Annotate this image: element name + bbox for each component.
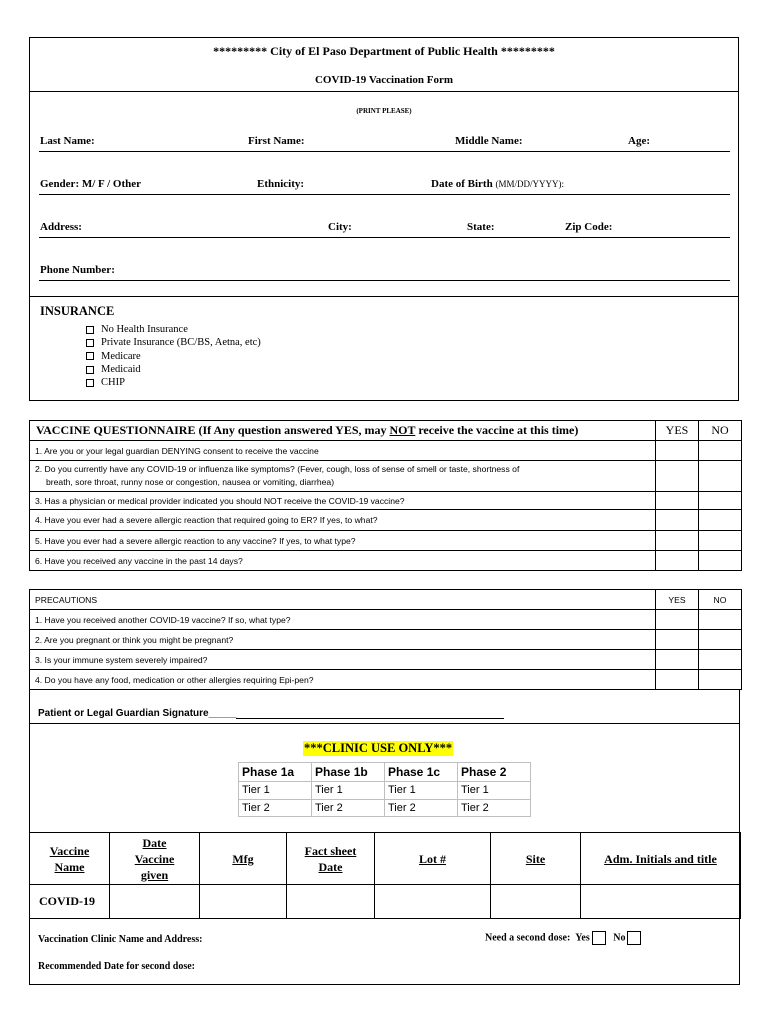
no-cell[interactable] — [699, 492, 742, 510]
no-header: NO — [699, 590, 742, 610]
zip-label: Zip Code: — [565, 221, 613, 233]
clinic-name-label: Vaccination Clinic Name and Address: — [38, 934, 203, 945]
yes-cell[interactable] — [656, 510, 699, 531]
question-text: 5. Have you ever had a severe allergic reaction to any vaccine? If yes, to what type? — [30, 531, 656, 551]
insurance-title: INSURANCE — [40, 304, 115, 318]
yes-header: YES — [656, 421, 699, 441]
mfg-cell[interactable] — [200, 885, 287, 919]
fact-sheet-date-cell[interactable] — [287, 885, 375, 919]
site-cell[interactable] — [491, 885, 581, 919]
no-cell[interactable] — [699, 610, 742, 630]
lot-cell[interactable] — [375, 885, 491, 919]
insurance-option[interactable]: Medicare — [86, 350, 261, 363]
no-cell[interactable] — [699, 630, 742, 650]
date-given-cell[interactable] — [110, 885, 200, 919]
no-cell[interactable] — [699, 531, 742, 551]
lot-header: Lot # — [375, 833, 491, 885]
table-row — [30, 670, 742, 690]
yes-cell[interactable] — [656, 670, 699, 690]
state-label: State: — [467, 221, 495, 233]
checkbox-icon[interactable] — [86, 352, 94, 360]
department-title: ********* City of El Paso Department of Public Health ********* — [213, 44, 555, 58]
tier-cell[interactable]: Tier 2 — [385, 799, 458, 817]
form-title: COVID-19 Vaccination Form — [314, 74, 454, 86]
insurance-option[interactable]: Private Insurance (BC/BS, Aetna, etc) — [86, 336, 261, 349]
checkbox-icon[interactable] — [86, 326, 94, 334]
question-text: 4. Do you have any food, medication or other allergies requiring Epi-pen? — [30, 670, 656, 690]
signature-line[interactable] — [236, 709, 504, 719]
precautions-title: PRECAUTIONS — [30, 590, 656, 610]
table-row — [30, 441, 742, 461]
phase-header: Phase 1a — [239, 763, 312, 782]
second-dose-yes-checkbox[interactable] — [592, 931, 606, 945]
section-divider — [30, 723, 739, 724]
vaccine-name-header: Vaccine Name — [30, 833, 110, 885]
yes-header: YES — [656, 590, 699, 610]
clinic-use-only-title: ***CLINIC USE ONLY*** — [304, 741, 453, 755]
initials-header: Adm. Initials and title — [581, 833, 741, 885]
insurance-option[interactable]: Medicaid — [86, 363, 261, 376]
dob-label: Date of Birth (MM/DD/YYYY): — [431, 178, 564, 190]
yes-cell[interactable] — [656, 492, 699, 510]
no-cell[interactable] — [699, 551, 742, 571]
no-header: NO — [699, 421, 742, 441]
table-row — [30, 492, 742, 510]
fact-sheet-date-header: Fact sheet Date — [287, 833, 375, 885]
checkbox-icon[interactable] — [86, 339, 94, 347]
gender-label: Gender: M/ F / Other — [40, 178, 142, 190]
form-header — [29, 37, 739, 91]
insurance-option[interactable]: No Health Insurance — [86, 323, 261, 336]
table-row — [30, 630, 742, 650]
middle-name-label: Middle Name: — [455, 135, 523, 147]
address-label: Address: — [40, 221, 82, 233]
vaccine-name-cell: COVID-19 — [30, 885, 110, 919]
yes-cell[interactable] — [656, 650, 699, 670]
question-text: 2. Do you currently have any COVID-19 or influenza like symptoms? (Fever, cough, loss of sense of smell or taste, shortness of breath, sore throat, runny nose or congestion, nausea or vomiting, diarrhea) — [30, 461, 656, 492]
tier-cell[interactable]: Tier 2 — [239, 799, 312, 817]
phase-header: Phase 1c — [385, 763, 458, 782]
recommended-date-label: Recommended Date for second dose: — [38, 961, 196, 972]
tier-cell[interactable]: Tier 1 — [385, 782, 458, 800]
phase-tier-table — [238, 762, 531, 817]
address-row-line[interactable] — [39, 237, 730, 238]
question-text: 4. Have you ever had a severe allergic reaction that required going to ER? If yes, to what? — [30, 510, 656, 531]
table-row — [30, 461, 742, 492]
city-label: City: — [328, 221, 352, 233]
table-row — [30, 610, 742, 630]
no-cell[interactable] — [699, 670, 742, 690]
tier-cell[interactable]: Tier 1 — [458, 782, 531, 800]
last-name-label: Last Name: — [40, 135, 95, 147]
question-text: 2. Are you pregnant or think you might be pregnant? — [30, 630, 656, 650]
vaccine-admin-table — [29, 832, 741, 919]
tier-cell[interactable]: Tier 1 — [239, 782, 312, 800]
table-row — [30, 650, 742, 670]
insurance-section — [29, 297, 739, 401]
table-row — [239, 782, 531, 800]
personal-info-section — [29, 91, 739, 297]
questionnaire-title: VACCINE QUESTIONNAIRE (If Any question answered YES, may NOT receive the vaccine at this time) — [30, 421, 656, 441]
phone-row-line[interactable] — [39, 280, 730, 281]
yes-cell[interactable] — [656, 630, 699, 650]
precautions-table — [29, 589, 742, 690]
table-row — [30, 833, 741, 885]
age-label: Age: — [628, 135, 650, 147]
no-cell[interactable] — [699, 441, 742, 461]
table-row — [30, 885, 741, 919]
question-text: 3. Has a physician or medical provider indicated you should NOT receive the COVID-19 vaccine? — [30, 492, 656, 510]
table-row — [30, 531, 742, 551]
question-text: 1. Are you or your legal guardian DENYING consent to receive the vaccine — [30, 441, 656, 461]
question-text: 6. Have you received any vaccine in the past 14 days? — [30, 551, 656, 571]
table-row — [30, 421, 742, 441]
phone-label: Phone Number: — [40, 264, 115, 276]
second-dose-question: Need a second dose: Yes No — [485, 931, 641, 945]
table-row — [30, 510, 742, 531]
insurance-option[interactable]: CHIP — [86, 376, 261, 389]
table-row — [239, 763, 531, 782]
mfg-header: Mfg — [200, 833, 287, 885]
date-given-header: Date Vaccine given — [110, 833, 200, 885]
no-cell[interactable] — [699, 510, 742, 531]
first-name-label: First Name: — [248, 135, 305, 147]
site-header: Site — [491, 833, 581, 885]
signature-label: Patient or Legal Guardian Signature_____ — [38, 708, 504, 719]
table-row — [30, 590, 742, 610]
yes-cell[interactable] — [656, 610, 699, 630]
yes-cell[interactable] — [656, 461, 699, 492]
checkbox-icon[interactable] — [86, 379, 94, 387]
tier-cell[interactable]: Tier 1 — [312, 782, 385, 800]
gender-row-line[interactable] — [39, 194, 730, 195]
question-text: 3. Is your immune system severely impaired? — [30, 650, 656, 670]
yes-cell[interactable] — [656, 441, 699, 461]
no-cell[interactable] — [699, 461, 742, 492]
phase-header: Phase 2 — [458, 763, 531, 782]
name-row-line[interactable] — [39, 151, 730, 152]
table-row — [30, 551, 742, 571]
table-row — [239, 799, 531, 817]
no-cell[interactable] — [699, 650, 742, 670]
second-dose-no-checkbox[interactable] — [627, 931, 641, 945]
vaccine-questionnaire-table — [29, 420, 742, 571]
print-please-note: (PRINT PLEASE) — [356, 107, 412, 115]
question-text: 1. Have you received another COVID-19 vaccine? If so, what type? — [30, 610, 656, 630]
tier-cell[interactable]: Tier 2 — [312, 799, 385, 817]
checkbox-icon[interactable] — [86, 366, 94, 374]
yes-cell[interactable] — [656, 531, 699, 551]
insurance-options — [86, 323, 261, 389]
ethnicity-label: Ethnicity: — [257, 178, 305, 190]
yes-cell[interactable] — [656, 551, 699, 571]
tier-cell[interactable]: Tier 2 — [458, 799, 531, 817]
initials-cell[interactable] — [581, 885, 741, 919]
phase-header: Phase 1b — [312, 763, 385, 782]
